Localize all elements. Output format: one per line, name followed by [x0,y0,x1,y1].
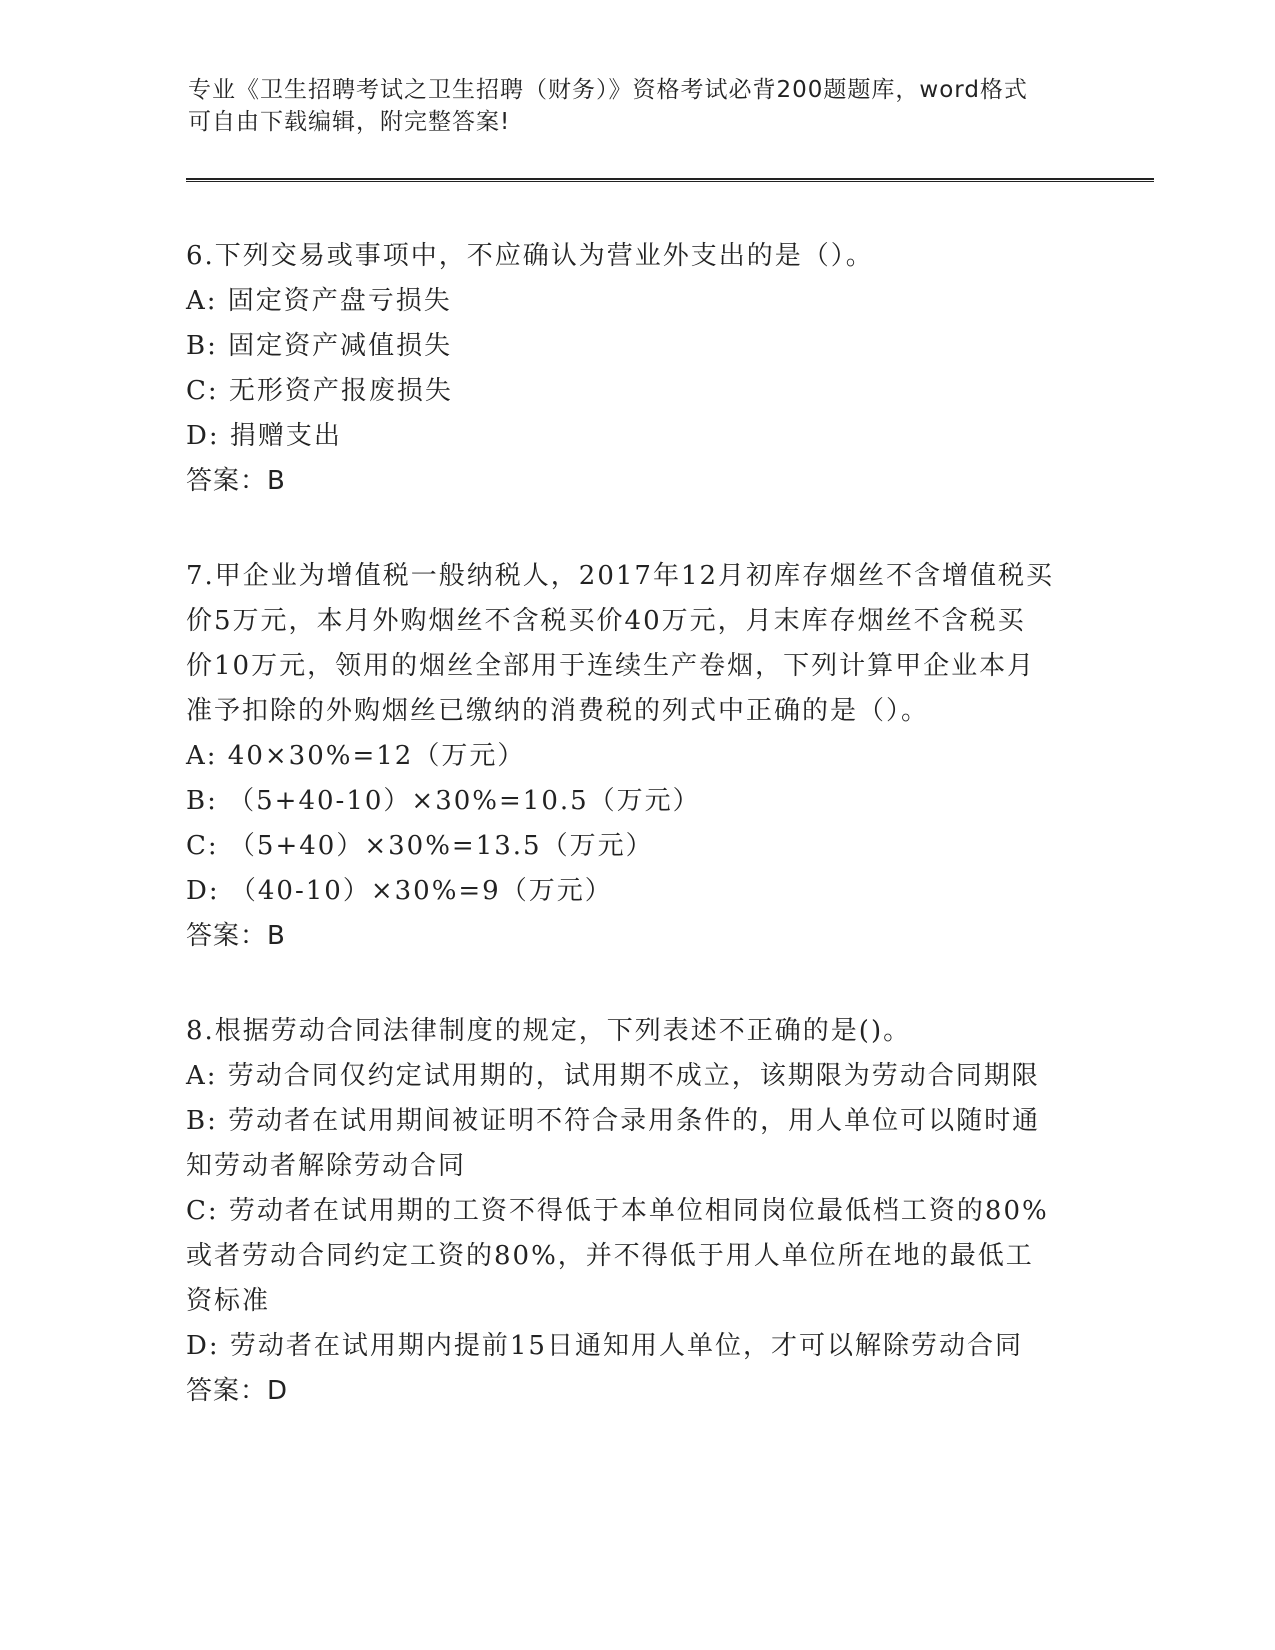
option-a: A: 固定资产盘亏损失 [186,286,452,316]
option-b: B: （5+40-10）×30%=10.5（万元） [186,786,701,816]
option-a: A: 40×30%=12（万元） [186,741,526,771]
option-b-line-2: 知劳动者解除劳动合同 [186,1151,467,1181]
question-7 [186,554,1086,959]
document-header [188,74,1088,138]
question-stem-line-4: 准予扣除的外购烟丝已缴纳的消费税的列式中正确的是（）。 [186,696,930,726]
question-8 [186,1009,1086,1414]
option-a: A: 劳动合同仅约定试用期的，试用期不成立，该期限为劳动合同期限 [186,1061,1040,1091]
answer-line: 答案：B [186,466,286,496]
option-d: D: （40-10）×30%=9（万元） [186,876,613,906]
option-d: D: 捐赠支出 [186,421,342,451]
answer-line: 答案：B [186,921,286,951]
answer-line: 答案：D [186,1376,289,1406]
question-list [186,234,1086,1464]
option-b: B: 固定资产减值损失 [186,331,453,361]
question-stem-line-2: 价5万元，本月外购烟丝不含税买价40万元，月末库存烟丝不含税买 [186,606,1026,636]
question-stem: 8.根据劳动合同法律制度的规定，下列表述不正确的是()。 [186,1016,912,1046]
question-stem: 6.下列交易或事项中，不应确认为营业外支出的是（）。 [186,241,874,271]
header-title-line-1: 专业《卫生招聘考试之卫生招聘（财务）》资格考试必背200题题库，word格式 [188,77,1028,103]
question-stem-line-3: 价10万元，领用的烟丝全部用于连续生产卷烟，下列计算甲企业本月 [186,651,1036,681]
question-stem-line-1: 7.甲企业为增值税一般纳税人，2017年12月初库存烟丝不含增值税买 [186,561,1055,591]
option-b-line-1: B: 劳动者在试用期间被证明不符合录用条件的，用人单位可以随时通 [186,1106,1041,1136]
option-c: C: （5+40）×30%=13.5（万元） [186,831,654,861]
option-c-line-2: 或者劳动合同约定工资的80%，并不得低于用人单位所在地的最低工 [186,1241,1034,1271]
option-d: D: 劳动者在试用期内提前15日通知用人单位，才可以解除劳动合同 [186,1331,1023,1361]
header-title-line-2: 可自由下载编辑，附完整答案! [188,109,511,135]
question-6 [186,234,1086,504]
option-c-line-1: C: 劳动者在试用期的工资不得低于本单位相同岗位最低档工资的80% [186,1196,1049,1226]
option-c: C: 无形资产报废损失 [186,376,453,406]
option-c-line-3: 资标准 [186,1286,271,1316]
header-divider [186,178,1154,182]
